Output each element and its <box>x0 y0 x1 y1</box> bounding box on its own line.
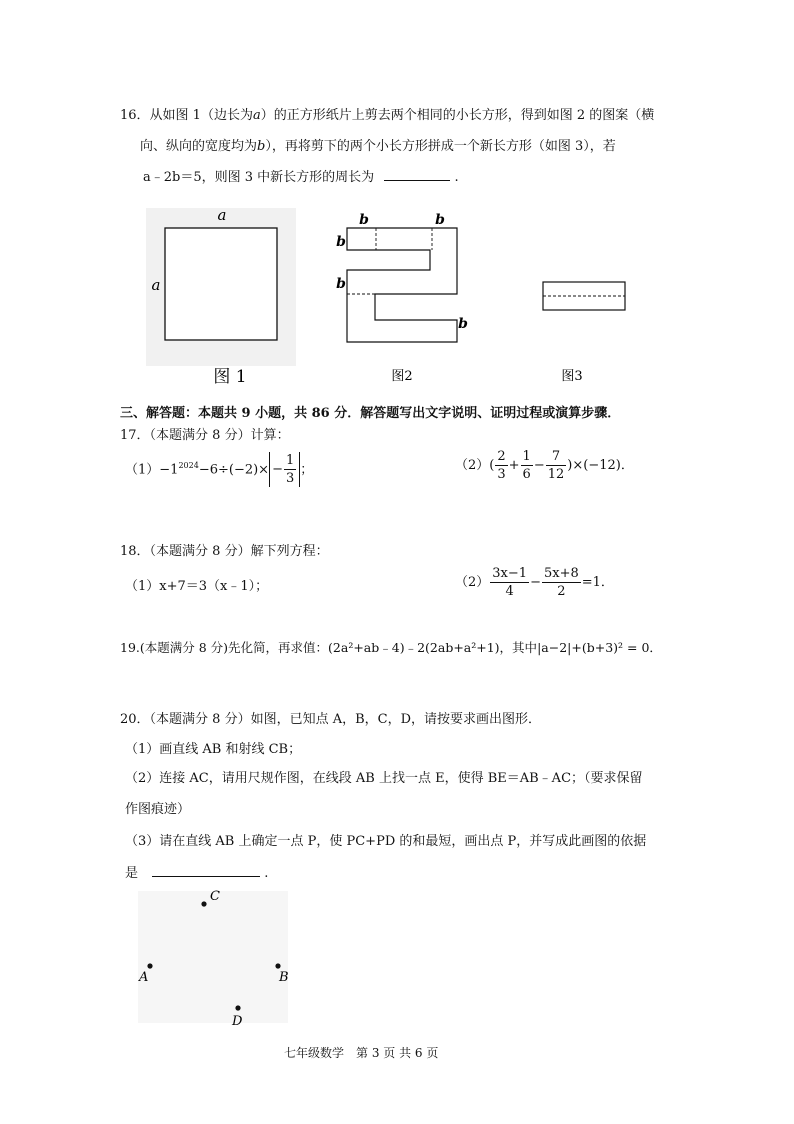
q20-part3-line2: 是 . <box>125 866 269 881</box>
svg-text:b: b <box>336 234 346 250</box>
fig1-square <box>165 228 277 340</box>
svg-text:b: b <box>458 316 468 332</box>
q20-answer-blank[interactable] <box>152 875 260 877</box>
point-a <box>147 963 152 968</box>
svg-text:A: A <box>139 970 149 985</box>
svg-text:C: C <box>210 889 220 904</box>
q17-part2: （2）( $\frac{2}{3}$ + $\frac{1}{6}$ − $\frac{7}{12}$ )×(−12)． <box>455 449 634 482</box>
q19-text: 19.(本题满分 8 分)先化简，再求值：(2a²+ab﹣4)﹣2(2ab+a²+1)，其中|a−2|+(b+3)² = 0． <box>120 640 662 655</box>
svg-text:b: b <box>359 212 369 228</box>
q20-title: 20．（本题满分 8 分）如图，已知点 A，B，C，D，请按要求画出图形． <box>120 712 542 727</box>
point-b <box>275 963 280 968</box>
q20-part2-line2: 作图痕迹） <box>125 802 191 817</box>
svg-text:b: b <box>435 212 445 228</box>
q20-part2-line1: （2）连接 AC，请用尺规作图，在线段 AB 上找一点 E，使得 BE＝AB﹣AC；（要求保留 <box>125 771 643 786</box>
section-3-heading: 三、解答题：本题共 9 小题，共 86 分．解答题写出文字说明、证明过程或演算步骤． <box>120 406 621 421</box>
q18-title: 18．（本题满分 8 分）解下列方程： <box>120 544 329 559</box>
point-d <box>235 1005 240 1010</box>
fig2-caption: 图2 <box>391 369 413 384</box>
q16-line1: 16．从如图 1（边长为a）的正方形纸片上剪去两个相同的小长方形，得到如图 2 的图案（横 <box>120 108 655 123</box>
q20-part3-line1: （3）请在直线 AB 上确定一点 P，使 PC+PD 的和最短，画出点 P，并写成此画图的依据 <box>125 834 647 849</box>
page-footer: 七年级数学 第 3 页 共 6 页 <box>284 1046 439 1060</box>
answer-blank[interactable] <box>384 179 450 181</box>
svg-text:b: b <box>336 276 346 292</box>
q16-line3: a﹣2b＝5，则图 3 中新长方形的周长为 . <box>143 170 459 185</box>
q17-title: 17．（本题满分 8 分）计算： <box>120 428 290 443</box>
q18-part2: （2） $\frac{3x-1}{4}$ − $\frac{5x+8}{2}$ =1． <box>455 566 614 599</box>
q20-part1: （1）画直线 AB 和射线 CB； <box>125 742 302 757</box>
svg-text:B: B <box>279 970 289 985</box>
diagram-background <box>138 891 288 1023</box>
fig3-caption: 图3 <box>561 369 583 384</box>
q18-part1: （1）x+7＝3（x﹣1）； <box>125 579 269 594</box>
q16-line2: 向、纵向的宽度均为b），再将剪下的两个小长方形拼成一个新长方形（如图 3），若 <box>140 139 616 154</box>
q17-part1: $(1)-1^{2024}-6\div(-2)\times$ − $\frac{1}{3}$ ； <box>125 453 314 487</box>
point-c <box>201 901 206 906</box>
fig1-left-label: a <box>151 276 161 294</box>
q20-diagram <box>136 885 306 1030</box>
fig1-caption: 图 1 <box>213 367 247 387</box>
q16-figures <box>140 200 700 395</box>
fig1-top-label: a <box>217 206 227 224</box>
svg-text:D: D <box>232 1014 243 1029</box>
